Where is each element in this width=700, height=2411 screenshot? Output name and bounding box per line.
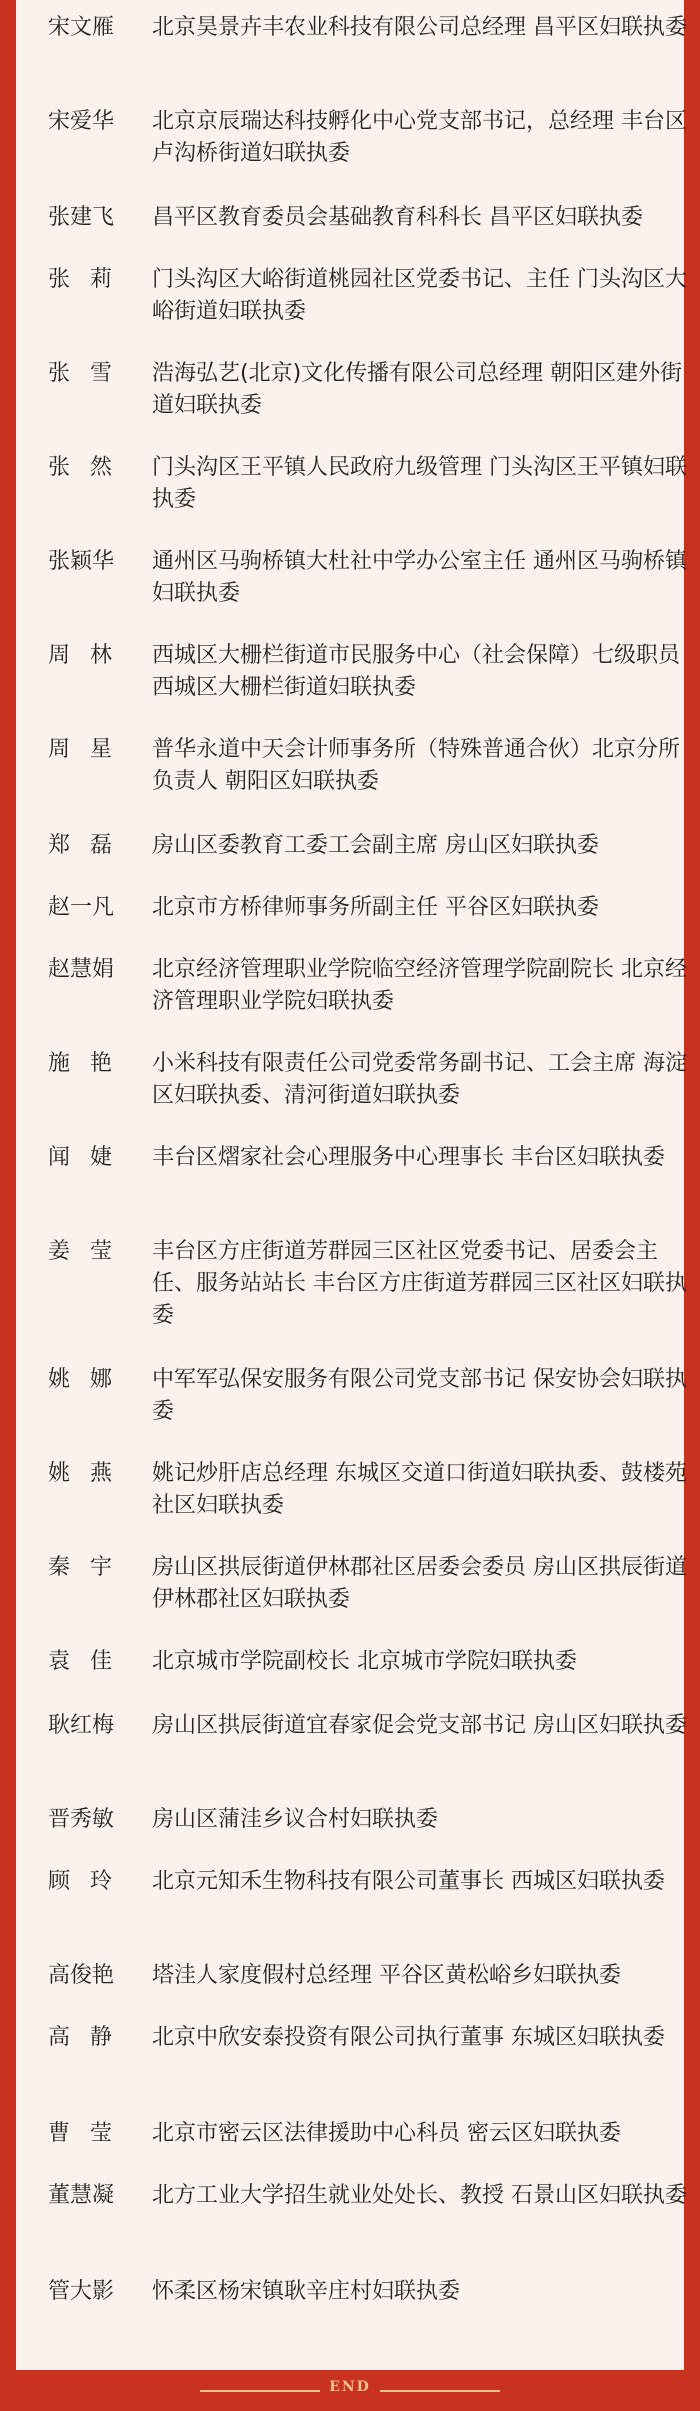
member-desc: 北方工业大学招生就业处处长、教授 石景山区妇联执委 [152, 2183, 687, 2208]
member-name: 周星 [48, 737, 133, 762]
member-desc: 北京京辰瑞达科技孵化中心党支部书记，总经理 丰台区卢沟桥街道妇联执委 [152, 109, 687, 166]
member-name: 宋爱华 [48, 109, 115, 134]
list-item [48, 830, 698, 862]
member-desc: 通州区马驹桥镇大杜社中学办公室主任 通州区马驹桥镇妇联执委 [152, 549, 687, 606]
member-name: 赵一凡 [48, 895, 115, 920]
member-name: 曹莹 [48, 2121, 133, 2146]
member-name: 晋秀敏 [48, 1807, 115, 1832]
list-item [48, 1710, 698, 1742]
member-name: 高俊艳 [48, 1963, 115, 1988]
list-item [48, 2276, 698, 2308]
list-item [48, 2022, 698, 2054]
list-item [48, 640, 698, 704]
member-name: 闻婕 [48, 1145, 133, 1170]
end-divider-right [380, 2390, 500, 2392]
member-desc: 塔洼人家度假村总经理 平谷区黄松峪乡妇联执委 [152, 1963, 621, 1988]
member-name: 袁佳 [48, 1649, 133, 1674]
member-desc: 中军军弘保安服务有限公司党支部书记 保安协会妇联执委 [152, 1367, 687, 1424]
list-item [48, 1048, 698, 1112]
list-item [48, 202, 698, 234]
list-item [48, 106, 698, 170]
member-name: 姚娜 [48, 1367, 133, 1392]
member-name: 秦宇 [48, 1555, 133, 1580]
list-item [48, 1960, 698, 1992]
member-desc: 北京中欣安泰投资有限公司执行董事 东城区妇联执委 [152, 2025, 665, 2050]
end-label: END [329, 2379, 371, 2395]
member-name: 高静 [48, 2025, 133, 2050]
member-desc: 丰台区方庄街道芳群园三区社区党委书记、居委会主任、服务站站长 丰台区方庄街道芳群园三区社区妇联执委 [152, 1239, 687, 1328]
member-desc: 北京元知禾生物科技有限公司董事长 西城区妇联执委 [152, 1869, 665, 1894]
list-item [48, 264, 698, 328]
member-desc: 门头沟区大峪街道桃园社区党委书记、主任 门头沟区大峪街道妇联执委 [152, 267, 687, 324]
document-page [16, 0, 687, 2370]
member-desc: 丰台区熠家社会心理服务中心理事长 丰台区妇联执委 [152, 1145, 665, 1170]
end-footer [0, 2370, 700, 2411]
member-name: 宋文雁 [48, 15, 115, 40]
member-desc: 姚记炒肝店总经理 东城区交道口街道妇联执委、鼓楼苑社区妇联执委 [152, 1461, 687, 1518]
member-desc: 房山区拱辰街道伊林郡社区居委会委员 房山区拱辰街道伊林郡社区妇联执委 [152, 1555, 687, 1612]
member-desc: 房山区委教育工委工会副主席 房山区妇联执委 [152, 833, 599, 858]
list-item [48, 892, 698, 924]
member-name: 张然 [48, 455, 133, 480]
member-desc: 房山区蒲洼乡议合村妇联执委 [152, 1807, 439, 1832]
member-desc: 怀柔区杨宋镇耿辛庄村妇联执委 [152, 2279, 461, 2304]
member-desc: 房山区拱辰街道宜春家促会党支部书记 房山区妇联执委 [152, 1713, 687, 1738]
list-item [48, 1866, 698, 1898]
member-desc: 西城区大栅栏街道市民服务中心（社会保障）七级职员 西城区大栅栏街道妇联执委 [152, 643, 681, 700]
list-item [48, 1646, 698, 1678]
list-item [48, 1552, 698, 1616]
member-name: 施艳 [48, 1051, 133, 1076]
list-item [48, 1458, 698, 1522]
member-name: 郑磊 [48, 833, 133, 858]
member-name: 管大影 [48, 2279, 115, 2304]
list-item [48, 1364, 698, 1428]
member-name: 姚燕 [48, 1461, 133, 1486]
list-item [48, 2118, 698, 2150]
member-desc: 北京城市学院副校长 北京城市学院妇联执委 [152, 1649, 577, 1674]
list-item [48, 2180, 698, 2212]
member-name: 张莉 [48, 267, 133, 292]
member-desc: 北京市方桥律师事务所副主任 平谷区妇联执委 [152, 895, 599, 920]
member-desc: 浩海弘艺(北京)文化传播有限公司总经理 朝阳区建外街道妇联执委 [152, 361, 683, 418]
member-name: 周林 [48, 643, 133, 668]
list-item [48, 1804, 698, 1836]
end-divider-left [200, 2390, 320, 2392]
list-item [48, 452, 698, 516]
list-item [48, 358, 698, 422]
list-item [48, 954, 698, 1018]
list-item [48, 546, 698, 610]
member-name: 顾玲 [48, 1869, 133, 1894]
member-name: 赵慧娟 [48, 957, 115, 982]
member-name: 张建飞 [48, 205, 115, 230]
list-item [48, 1236, 698, 1332]
member-name: 董慧凝 [48, 2183, 115, 2208]
list-item [48, 734, 698, 798]
member-desc: 北京经济管理职业学院临空经济管理学院副院长 北京经济管理职业学院妇联执委 [152, 957, 687, 1014]
list-item [48, 1142, 698, 1174]
member-desc: 普华永道中天会计师事务所（特殊普通合伙）北京分所负责人 朝阳区妇联执委 [152, 737, 681, 794]
member-name: 耿红梅 [48, 1713, 115, 1738]
member-name: 姜莹 [48, 1239, 133, 1264]
member-desc: 小米科技有限责任公司党委常务副书记、工会主席 海淀区妇联执委、清河街道妇联执委 [152, 1051, 687, 1108]
member-desc: 北京昊景卉丰农业科技有限公司总经理 昌平区妇联执委 [152, 15, 687, 40]
member-desc: 昌平区教育委员会基础教育科科长 昌平区妇联执委 [152, 205, 643, 230]
list-item [48, 12, 698, 44]
member-name: 张雪 [48, 361, 133, 386]
member-desc: 北京市密云区法律援助中心科员 密云区妇联执委 [152, 2121, 621, 2146]
member-desc: 门头沟区王平镇人民政府九级管理 门头沟区王平镇妇联执委 [152, 455, 687, 512]
member-name: 张颖华 [48, 549, 115, 574]
